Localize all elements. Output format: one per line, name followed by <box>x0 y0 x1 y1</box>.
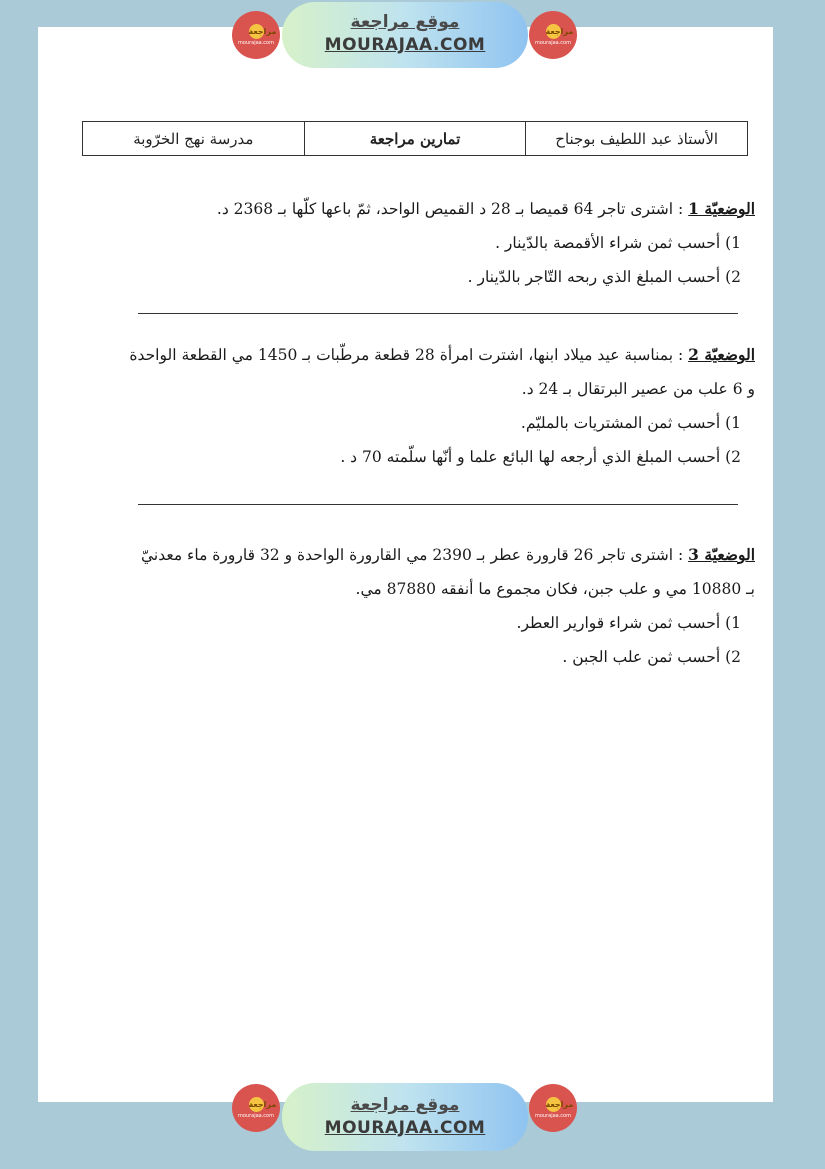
site-name-arabic: موقع مراجعة <box>350 1095 460 1115</box>
site-logo-icon <box>529 11 577 59</box>
logo-badge: مراجعة <box>546 24 561 39</box>
exercise-title: الوضعيّة 2 <box>688 345 755 364</box>
exercise-title: الوضعيّة 1 <box>688 199 755 218</box>
logo-badge: مراجعة <box>249 1097 264 1112</box>
exercise-title: الوضعيّة 3 <box>688 545 755 564</box>
exercise-statement: الوضعيّة 3 : اشترى تاجر 26 قارورة عطر بـ 2390 مي القارورة الواحدة و 32 قارورة ماء معدنيّ <box>140 545 755 564</box>
exercise-text: بـ 10880 مي و علب جبن، فكان مجموع ما أنفقه 87880 مي. <box>355 580 755 598</box>
exercise-statement: الوضعيّة 2 : بمناسبة عيد ميلاد ابنها، اشترت امرأة 28 قطعة مرطّبات بـ 1450 مي القطعة الواحدة <box>129 345 755 364</box>
school-name: مدرسة نهج الخرّوبة <box>83 122 305 155</box>
question-item: 2) أحسب ثمن علب الجبن . <box>562 648 741 666</box>
exercise-text: اشترى تاجر 26 قارورة عطر بـ 2390 مي القارورة الواحدة و 32 قارورة ماء معدنيّ <box>140 546 674 564</box>
question-item: 1) أحسب ثمن المشتريات بالمليّم. <box>520 414 741 432</box>
worksheet-header <box>82 121 748 156</box>
exercise-text: بمناسبة عيد ميلاد ابنها، اشترت امرأة 28 قطعة مرطّبات بـ 1450 مي القطعة الواحدة <box>129 346 674 364</box>
logo-badge: مراجعة <box>249 24 264 39</box>
logo-caption: mourajaa.com <box>534 1113 571 1119</box>
section-divider <box>138 504 738 505</box>
exercise-text: و 6 علب من عصير البرتقال بـ 24 د. <box>521 380 755 398</box>
question-item: 1) أحسب ثمن شراء قوارير العطر. <box>516 614 741 632</box>
question-item: 2) أحسب المبلغ الذي أرجعه لها البائع علما و أنّها سلّمته 70 د . <box>340 448 741 466</box>
site-logo-icon <box>529 1084 577 1132</box>
exercise-statement: الوضعيّة 1 : اشترى تاجر 64 قميصا بـ 28 د القميص الواحد، ثمّ باعها كلّها بـ 2368 د. <box>216 199 755 218</box>
logo-caption: mourajaa.com <box>237 1113 274 1119</box>
exercise-text: اشترى تاجر 64 قميصا بـ 28 د القميص الواحد، ثمّ باعها كلّها بـ 2368 د. <box>216 200 674 218</box>
teacher-name: الأستاذ عبد اللطيف بوجناح <box>555 129 719 148</box>
site-name-latin: MOURAJAA.COM <box>324 1118 486 1138</box>
question-item: 2) أحسب المبلغ الذي ربحه التّاجر بالدّينار . <box>467 268 741 286</box>
exercise-3 <box>105 538 755 674</box>
section-divider <box>138 313 738 314</box>
logo-badge: مراجعة <box>546 1097 561 1112</box>
site-banner-bottom[interactable] <box>282 1083 528 1151</box>
site-logo-icon <box>232 1084 280 1132</box>
logo-caption: mourajaa.com <box>237 40 274 46</box>
site-logo-icon <box>232 11 280 59</box>
worksheet-title: تمارين مراجعة <box>305 122 527 155</box>
exercise-1 <box>105 192 755 294</box>
exercise-2 <box>105 338 755 474</box>
site-name-arabic: موقع مراجعة <box>350 12 460 32</box>
question-item: 1) أحسب ثمن شراء الأقمصة بالدّينار . <box>495 234 741 252</box>
logo-caption: mourajaa.com <box>534 40 571 46</box>
site-banner-top[interactable] <box>282 2 528 68</box>
site-name-latin: MOURAJAA.COM <box>324 35 486 55</box>
